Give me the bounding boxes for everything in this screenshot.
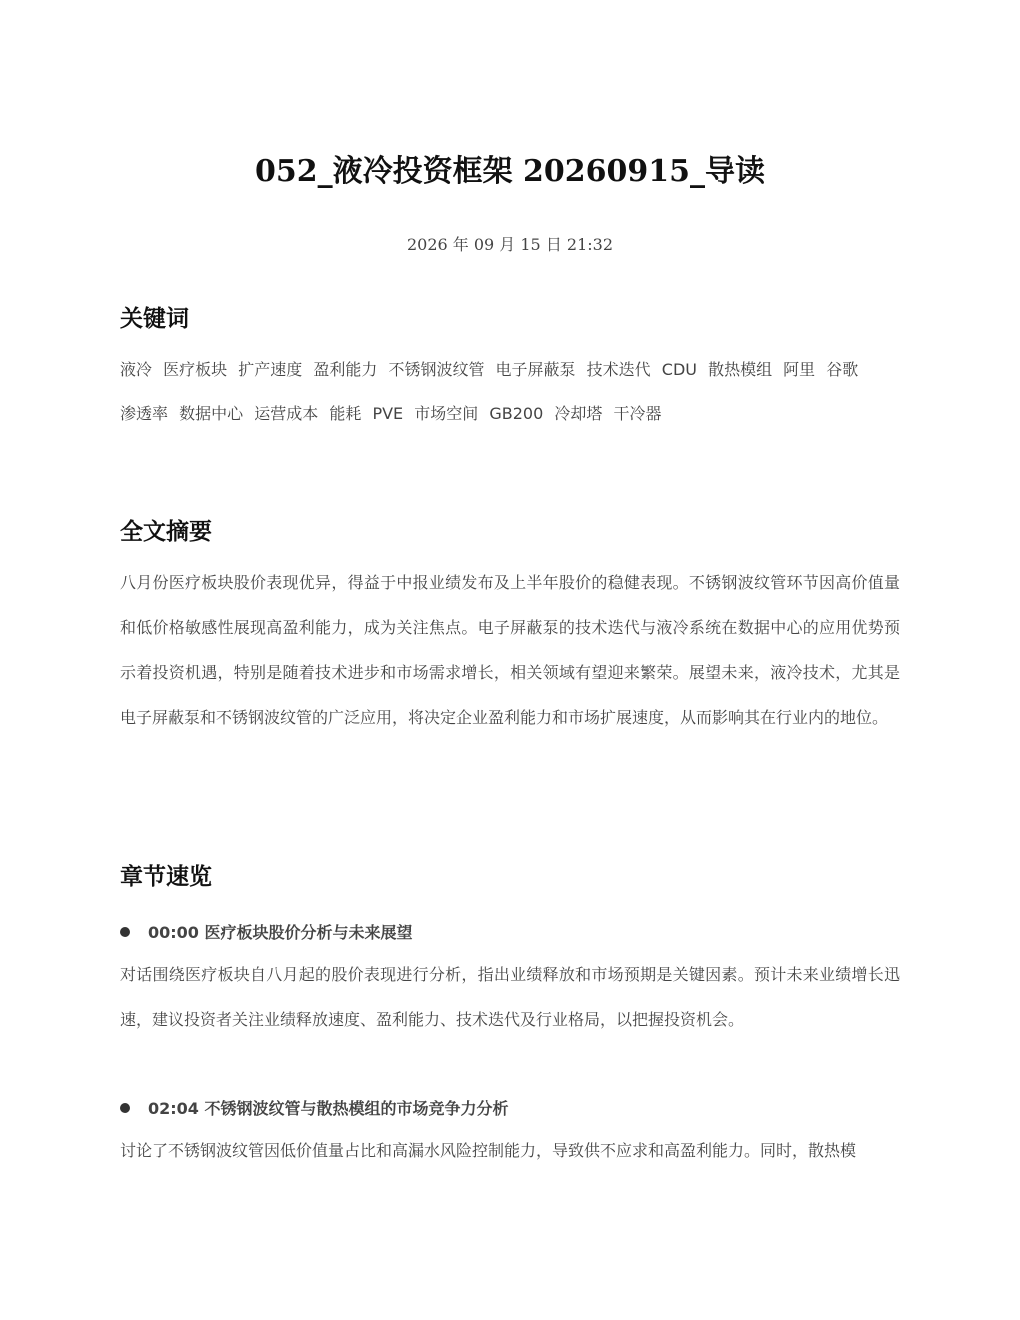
bullet-icon	[120, 1103, 130, 1113]
keyword-item: 干冷器	[613, 404, 662, 423]
keyword-list	[120, 348, 910, 436]
keyword-item: CDU	[661, 360, 697, 379]
chapter-title	[120, 1096, 900, 1119]
keyword-item: 散热模组	[708, 360, 773, 379]
chapter-text: 对话围绕医疗板块自八月起的股价表现进行分析，指出业绩释放和市场预期是关键因素。预计未来业绩增长迅速，建议投资者关注业绩释放速度、盈利能力、技术迭代及行业格局，以把握投资机会。	[120, 965, 900, 1029]
keyword-item: 市场空间	[414, 404, 479, 423]
keyword-item: 盈利能力	[313, 360, 378, 379]
keyword-item: 不锈钢波纹管	[388, 360, 485, 379]
keyword-item: 运营成本	[254, 404, 319, 423]
keyword-item: 技术迭代	[586, 360, 651, 379]
keyword-item: 液冷	[120, 360, 153, 379]
keyword-item: 扩产速度	[238, 360, 303, 379]
keywords-heading: 关键词	[120, 306, 189, 332]
keyword-item: GB200	[489, 404, 544, 423]
summary-heading: 全文摘要	[120, 519, 212, 545]
keyword-item: 能耗	[329, 404, 362, 423]
keyword-item: 冷却塔	[554, 404, 603, 423]
document-date: 2026 年 09 月 15 日 21:32	[406, 235, 614, 254]
keyword-item: 渗透率	[120, 404, 169, 423]
bullet-icon	[120, 927, 130, 937]
keyword-item: 医疗板块	[163, 360, 228, 379]
summary-text: 八月份医疗板块股价表现优异，得益于中报业绩发布及上半年股价的稳健表现。不锈钢波纹管环节因高价值量和低价格敏感性展现高盈利能力，成为关注焦点。电子屏蔽泵的技术迭代与液冷系统在数据中心的应用优势预示着投资机遇，特别是随着技术进步和市场需求增长，相关领域有望迎来繁荣。展望未来，液冷技术，尤其是电子屏蔽泵和不锈钢波纹管的广泛应用，将决定企业盈利能力和市场扩展速度，从而影响其在行业内的地位。	[120, 573, 900, 727]
chapter-title	[120, 920, 900, 943]
keyword-item: PVE	[372, 404, 404, 423]
keyword-item: 阿里	[783, 360, 816, 379]
keyword-item: 数据中心	[179, 404, 244, 423]
chapter-title-text: 02:04 不锈钢波纹管与散热模组的市场竞争力分析	[148, 1099, 509, 1118]
chapter-text: 讨论了不锈钢波纹管因低价值量占比和高漏水风险控制能力，导致供不应求和高盈利能力。同时，散热模	[120, 1141, 857, 1160]
keyword-item: 谷歌	[826, 360, 859, 379]
keyword-item: 电子屏蔽泵	[495, 360, 576, 379]
chapter-title-text: 00:00 医疗板块股价分析与未来展望	[148, 923, 413, 942]
chapters-heading: 章节速览	[120, 864, 212, 890]
document-title: 052_液冷投资框架 20260915_导读	[254, 154, 766, 189]
